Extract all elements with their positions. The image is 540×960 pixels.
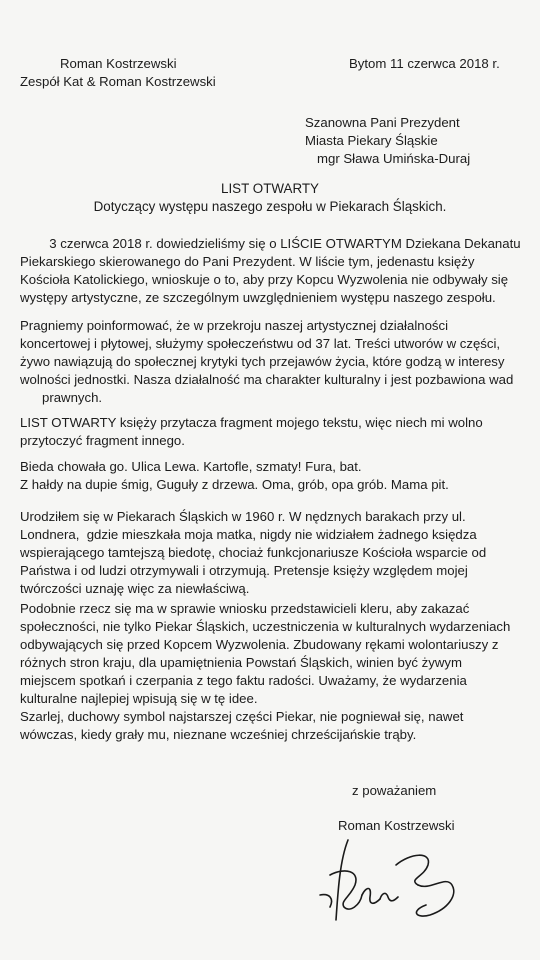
closing-phrase: z poważaniem: [352, 783, 437, 798]
paragraph-line: koncertowej i płytowej, służymy społeczeństwu od 37 lat. Treści utworów w części,: [20, 336, 501, 351]
signature-name: Roman Kostrzewski: [338, 818, 455, 833]
paragraph-line: społeczności, nie tylko Piekar Śląskich, uczestniczenia w kulturalnych wydarzeniach: [20, 619, 511, 634]
paragraph-line: wolności jednostki. Nasza działalność ma charakter kulturalny i jest pozbawiona wad: [20, 372, 514, 387]
sender-band: Zespół Kat & Roman Kostrzewski: [20, 74, 216, 89]
letter-date: Bytom 11 czerwca 2018 r.: [349, 56, 500, 71]
paragraph-line: wówczas, kiedy grały mu, nieznane wcześniej chrześcijańskie trąby.: [20, 727, 417, 742]
sender-name: Roman Kostrzewski: [60, 56, 177, 71]
paragraph-6: [20, 600, 530, 744]
paragraph-line: miejscem spotkań i czerpania z tego faktu radości. Uważamy, że wydarzenia: [20, 673, 467, 688]
paragraph-5: [20, 508, 530, 598]
paragraph-line: Państwa i od ludzi otrzymywali i otrzymują. Pretensje księży względem mojej: [20, 563, 468, 578]
paragraph-line: występy artystyczne, ze szczególnym uwzględnieniem występu naszego zespołu.: [20, 290, 496, 305]
paragraph-line: odbywających się przed Kopcem Wyzwolenia. Zbudowany rękami wolontariuszy z: [20, 637, 499, 652]
addressee-line-3: mgr Sława Umińska-Duraj: [317, 151, 471, 166]
paragraph-line: Podobnie rzecz się ma w sprawie wniosku przedstawicieli kleru, aby zakazać: [20, 601, 470, 616]
paragraph-line: różnych stron kraju, dla upamiętnienia Powstań Śląskich, winien być żywym: [20, 655, 462, 670]
paragraph-line: Bieda chowała go. Ulica Lewa. Kartofle, szmaty! Fura, bat.: [20, 459, 362, 474]
paragraph-line: Urodziłem się w Piekarach Śląskich w 1960 r. W nędznych barakach przy ul.: [20, 509, 466, 524]
paragraph-line: przytoczyć fragment innego.: [20, 433, 185, 448]
paragraph-line: Piekarskiego skierowanego do Pani Prezydent. W liście tym, jedenastu księży: [20, 254, 475, 269]
paragraph-2: [20, 317, 530, 407]
paragraph-3: [20, 414, 530, 450]
paragraph-line: 3 czerwca 2018 r. dowiedzieliśmy się o LIŚCIE OTWARTYM Dziekana Dekanatu: [20, 236, 521, 251]
addressee-line-1: Szanowna Pani Prezydent: [305, 115, 460, 130]
paragraph-1: [20, 235, 530, 307]
paragraph-line: żywo nawiązują do społecznej krytyki tych przejawów życia, które godzą w interesy: [20, 354, 505, 369]
paragraph-line: prawnych.: [20, 390, 103, 405]
addressee-block: [305, 114, 470, 168]
paragraph-4-poem: [20, 458, 530, 494]
handwritten-signature: [300, 835, 490, 930]
paragraph-line: Kościoła Katolickiego, wnioskuje o to, aby przy Kopcu Wyzwolenia nie odbywały się: [20, 272, 509, 287]
paragraph-line: Pragniemy poinformować, że w przekroju naszej artystycznej działalności: [20, 318, 449, 333]
addressee-line-2: Miasta Piekary Śląskie: [305, 133, 438, 148]
paragraph-line: wspierającego tamtejszą biedotę, chociaż funkcjonariusze Kościoła wsparcie od: [20, 545, 487, 560]
paragraph-line: kulturalne najlepiej wpisują się w tę idee.: [20, 691, 258, 706]
letter-subtitle: Dotyczący występu naszego zespołu w Piekarach Śląskich.: [93, 199, 447, 214]
paragraph-line: Z hałdy na dupie śmig, Guguły z drzewa. Oma, grób, opa grób. Mama pit.: [20, 477, 449, 492]
paragraph-line: twórczości uznaję więc za niewłaściwą.: [20, 581, 250, 596]
letter-title: LIST OTWARTY: [221, 181, 319, 196]
paragraph-line: Londnera, gdzie mieszkała moja matka, nigdy nie widziałem żadnego księdza: [20, 527, 477, 542]
paragraph-line: Szarlej, duchowy symbol najstarszej części Piekar, nie pogniewał się, nawet: [20, 709, 464, 724]
paragraph-line: LIST OTWARTY księży przytacza fragment mojego tekstu, więc niech mi wolno: [20, 415, 483, 430]
sender-block: [20, 55, 216, 91]
